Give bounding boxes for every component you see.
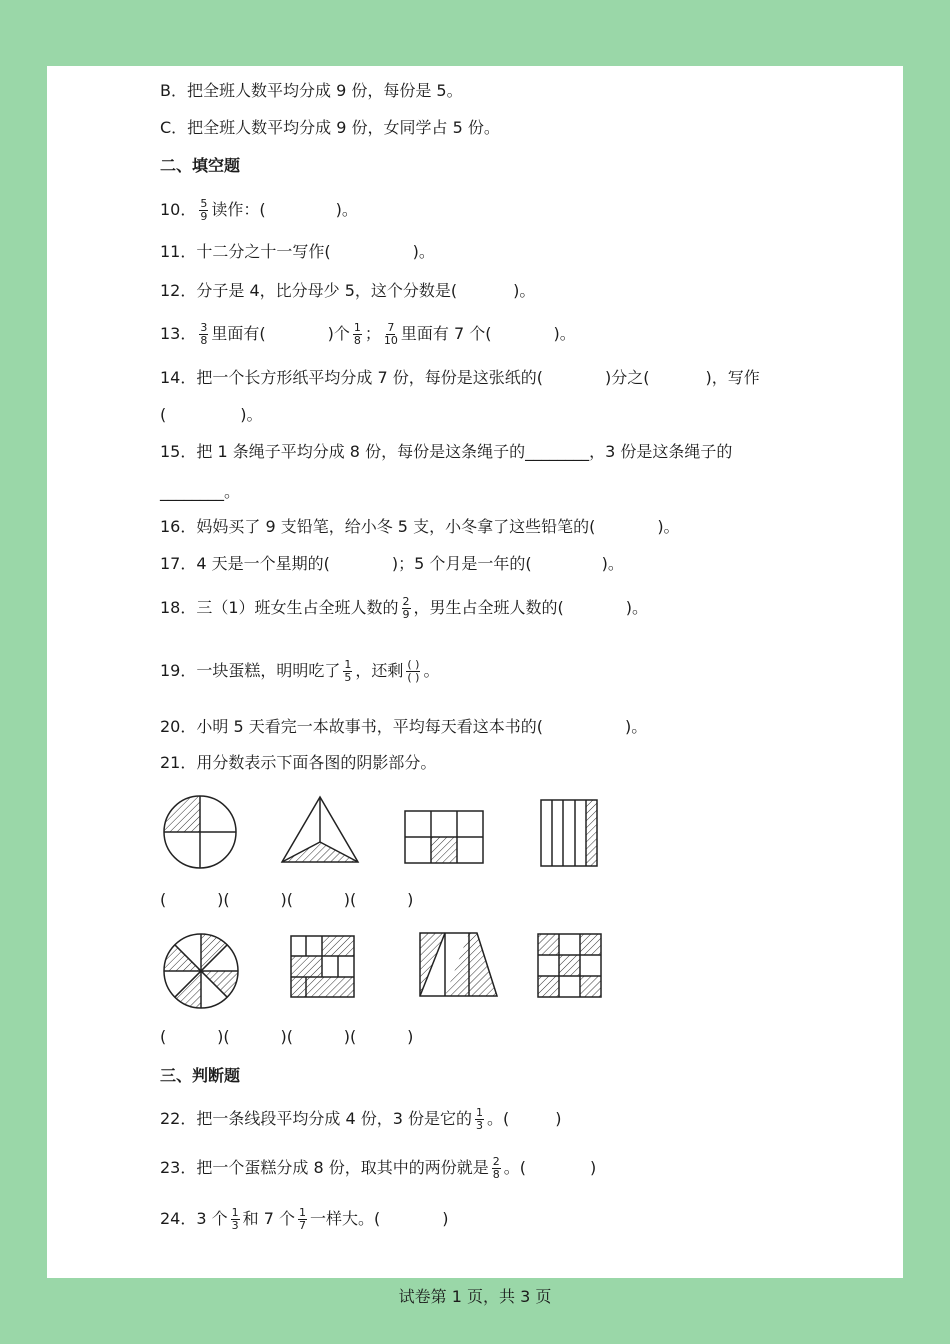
question-14-line1: 14．把一个长方形纸平均分成 7 份，每份是这张纸的( )分之( )，写作 <box>160 368 760 387</box>
question-11: 11．十二分之十一写作( )。 <box>160 242 435 261</box>
option-c: C．把全班人数平均分成 9 份，女同学占 5 份。 <box>160 118 500 137</box>
figure-strips-fifths <box>538 798 600 868</box>
answer-row-1: ( )( )( )( ) <box>160 890 414 909</box>
question-19: 19．一块蛋糕，明明吃了 $\frac{1}{5}$ ，还剩 $\frac{( )}{( )}$ 。 <box>160 658 440 684</box>
question-16: 16．妈妈买了 9 支铅笔，给小冬 5 支，小冬拿了这些铅笔的( )。 <box>160 517 680 536</box>
fraction: $\frac{7}{10}$ <box>383 321 398 347</box>
question-10: 10． $\frac{5}{9}$ 读作：( )。 <box>160 197 358 223</box>
section-fill-blank-title: 二、填空题 <box>160 156 241 175</box>
question-17: 17．4 天是一个星期的( )；5 个月是一年的( )。 <box>160 554 624 573</box>
question-12: 12．分子是 4，比分母少 5，这个分数是( )。 <box>160 281 536 300</box>
fraction: $\frac{3}{8}$ <box>200 321 208 347</box>
fraction: $\frac{2}{9}$ <box>402 595 410 621</box>
section-judge-title: 三、判断题 <box>160 1066 241 1085</box>
figure-triangle-thirds <box>278 794 362 866</box>
question-24: 24．3 个 $\frac{1}{3}$ 和 7 个 $\frac{1}{7}$ 一样大。( ) <box>160 1206 449 1232</box>
fraction: $\frac{1}{7}$ <box>299 1206 306 1232</box>
answer-row-2: ( )( )( )( ) <box>160 1027 414 1046</box>
question-15-line2: ________。 <box>160 482 241 501</box>
blank-fraction: $\frac{( )}{( )}$ <box>407 658 420 684</box>
fraction: $\frac{1}{3}$ <box>231 1206 239 1232</box>
fraction: $\frac{1}{5}$ <box>344 658 352 684</box>
question-23: 23．把一个蛋糕分成 8 份，取其中的两份就是 $\frac{2}{8}$ 。( ) <box>160 1155 597 1181</box>
fraction: $\frac{1}{8}$ <box>353 321 361 347</box>
figure-circle-quarters <box>160 792 240 872</box>
question-20: 20．小明 5 天看完一本故事书，平均每天看这本书的( )。 <box>160 717 648 736</box>
question-13: 13． $\frac{3}{8}$ 里面有( )个 $\frac{1}{8}$ ； $\frac{7}{10}$ 里面有 7 个( )。 <box>160 321 576 347</box>
fraction: $\frac{5}{9}$ <box>200 197 208 223</box>
figure-rectangle-sixths <box>403 810 485 866</box>
option-b: B．把全班人数平均分成 9 份，每份是 5。 <box>160 81 463 100</box>
fraction: $\frac{1}{3}$ <box>475 1106 483 1132</box>
figure-trapezoid <box>417 930 501 1000</box>
question-15-line1: 15．把 1 条绳子平均分成 8 份，每份是这条绳子的________，3 份是这条绳子的 <box>160 442 733 461</box>
figure-grid-rectangle <box>289 934 357 1000</box>
question-21: 21．用分数表示下面各图的阴影部分。 <box>160 753 437 772</box>
figure-circle-eighths <box>160 930 242 1012</box>
question-18: 18．三（1）班女生占全班人数的 $\frac{2}{9}$ ，男生占全班人数的( )。 <box>160 595 649 621</box>
question-14-line2: ( )。 <box>160 405 263 424</box>
page-footer: 试卷第 1 页，共 3 页 <box>398 1287 552 1306</box>
figure-checker-grid <box>536 932 604 1000</box>
question-22: 22．把一条线段平均分成 4 份，3 份是它的 $\frac{1}{3}$ 。( ) <box>160 1106 562 1132</box>
fraction: $\frac{2}{8}$ <box>492 1155 500 1181</box>
